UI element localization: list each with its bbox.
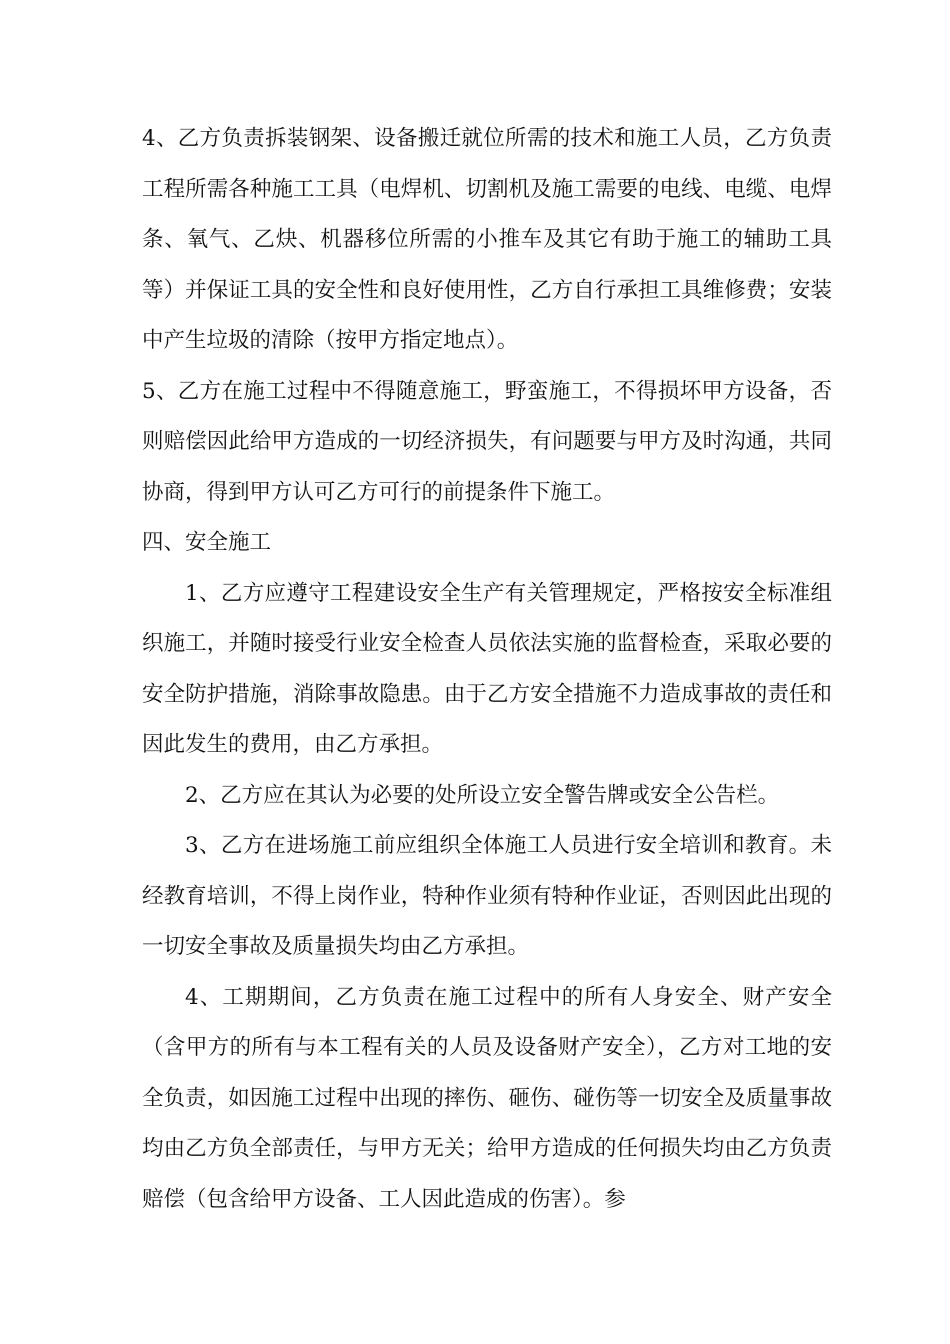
paragraph-clause-4-4: 4、工期期间，乙方负责在施工过程中的所有人身安全、财产安全（含甲方的所有与本工程有关的人员及设备财产安全），乙方对工地的安全负责，如因施工过程中出现的摔伤、砸伤、碰伤等一切安全及质量事故均由乙方负全部责任，与甲方无关；给甲方造成的任何损失均由乙方负责赔偿（包含给甲方设备、工人因此造成的伤害）。参 (142, 984, 832, 1212)
document-body (142, 114, 832, 1225)
paragraph-clause-4-1: 1、乙方应遵守工程建设安全生产有关管理规定，严格按安全标准组织施工，并随时接受行业安全检查人员依法实施的监督检查，采取必要的安全防护措施，消除事故隐患。由于乙方安全措施不力造成事故的责任和因此发生的费用，由乙方承担。 (142, 580, 832, 757)
section-heading-safety: 四、安全施工 (142, 530, 272, 555)
paragraph-clause-4-3: 3、乙方在进场施工前应组织全体施工人员进行安全培训和教育。未经教育培训，不得上岗作业，特种作业须有特种作业证，否则因此出现的一切安全事故及质量损失均由乙方承担。 (142, 833, 832, 959)
paragraph-clause-3-5: 5、乙方在施工过程中不得随意施工，野蛮施工，不得损坏甲方设备，否则赔偿因此给甲方造成的一切经济损失，有问题要与甲方及时沟通，共同协商，得到甲方认可乙方可行的前提条件下施工。 (142, 378, 832, 505)
paragraph-clause-3-4: 4、乙方负责拆装钢架、设备搬迁就位所需的技术和施工人员，乙方负责工程所需各种施工工具（电焊机、切割机及施工需要的电线、电缆、电焊条、氧气、乙炔、机器移位所需的小推车及其它有助于施工的辅助工具等）并保证工具的安全性和良好使用性，乙方自行承担工具维修费；安装中产生垃圾的清除（按甲方指定地点）。 (142, 126, 832, 353)
paragraph-clause-4-2: 2、乙方应在其认为必要的处所设立安全警告牌或安全公告栏。 (185, 782, 780, 808)
